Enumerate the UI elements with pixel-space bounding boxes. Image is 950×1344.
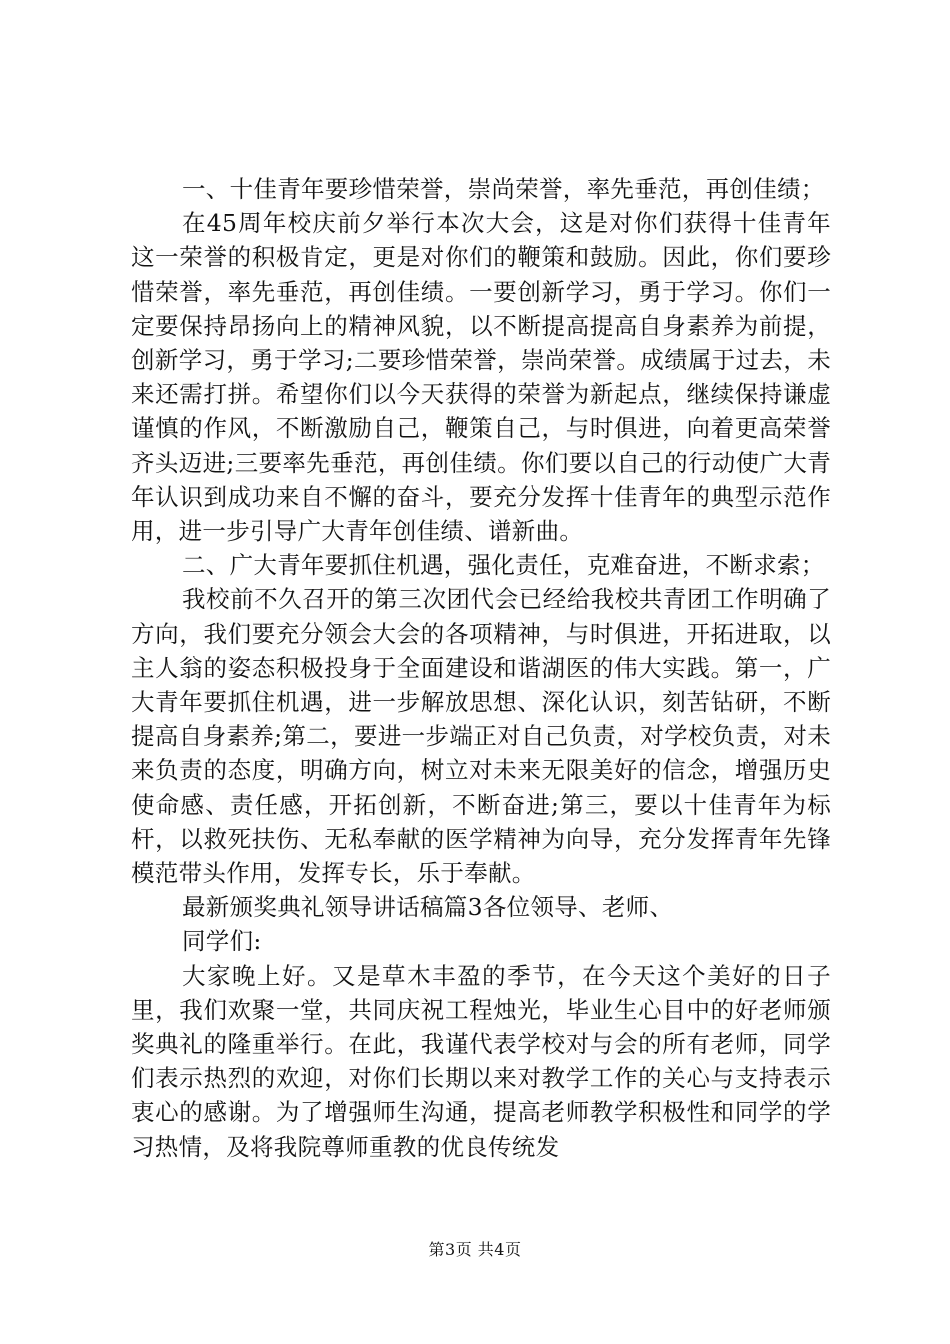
paragraph-section-two-heading: 二、广大青年要抓住机遇，强化责任，克难奋进，不断求索； (182, 551, 825, 580)
paragraph-section-one-heading: 一、十佳青年要珍惜荣誉，崇尚荣誉，率先垂范，再创佳绩； (182, 175, 825, 203)
paragraph-section-one-body: 在45周年校庆前夕举行本次大会，这是对你们获得十佳青年这一荣誉的积极肯定，更是对你们的鞭策和鼓励。因此，你们要珍惜荣誉，率先垂范，再创佳绩。一要创新学习，勇于学习。你们一定要保持昂扬向上的精神风貌，以不断提高提高自身素养为前提，创新学习，勇于学习;二要珍惜荣誉，崇尚荣誉。成绩属于过去，未来还需打拼。希望你们以今天获得的荣誉为新起点，继续保持谦虚谨慎的作风，不断激励自己，鞭策自己，与时俱进，向着更高荣誉齐头迈进;三要率先垂范，再创佳绩。你们要以自己的行动使广大青年认识到成功来自不懈的奋斗，要充分发挥十佳青年的典型示范作用，进一步引导广大青年创佳绩、谱新曲。 (131, 209, 831, 546)
paragraph-section-two-body: 我校前不久召开的第三次团代会已经给我校共青团工作明确了方向，我们要充分领会大会的各项精神，与时俱进，开拓进取，以主人翁的姿态积极投身于全面建设和谐湖医的伟大实践。第一，广大青年要抓住机遇，进一步解放思想、深化认识，刻苦钻研，不断提高自身素养;第二，要进一步端正对自己负责，对学校负责，对未来负责的态度，明确方向，树立对未来无限美好的信念，增强历史使命感、责任感，开拓创新，不断奋进;第三，要以十佳青年为标杆，以救死扶伤、无私奉献的医学精神为向导，充分发挥青年先锋模范带头作用，发挥专长，乐于奉献。 (131, 585, 831, 888)
paragraph-speech-three-title: 最新颁奖典礼领导讲话稿篇3各位领导、老师、 (182, 893, 674, 922)
page-number-footer: 第3页 共4页 (428, 1240, 522, 1259)
paragraph-salutation: 同学们: (182, 927, 262, 956)
document-body (131, 172, 831, 1164)
paragraph-speech-three-body: 大家晚上好。又是草木丰盈的季节，在今天这个美好的日子里，我们欢聚一堂，共同庆祝工程烛光，毕业生心目中的好老师颁奖典礼的隆重举行。在此，我谨代表学校对与会的所有老师，同学们表示热烈的欢迎，对你们长期以来对教学工作的关心与支持表示衷心的感谢。为了增强师生沟通，提高老师教学积极性和同学的学习热情，及将我院尊师重教的优良传统发 (131, 961, 831, 1161)
